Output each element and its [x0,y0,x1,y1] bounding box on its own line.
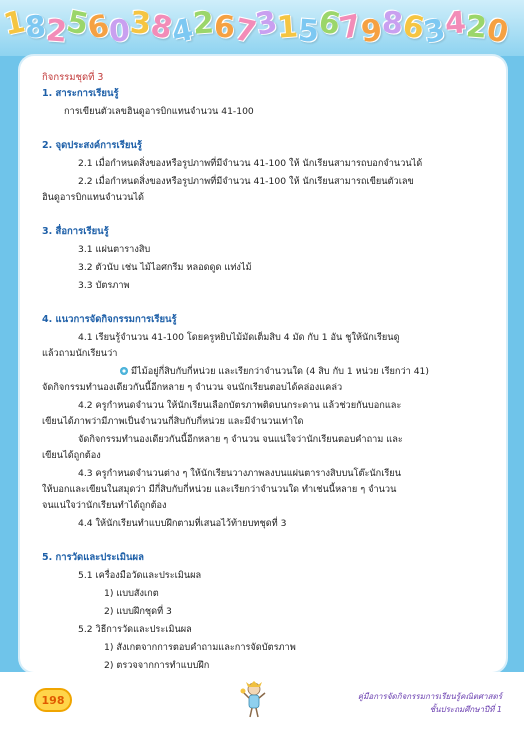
section-heading: 1. สาระการเรียนรู้ [42,88,119,99]
section-heading: 4. แนวการจัดกิจกรรมการเรียนรู้ [42,314,177,325]
body-text-line: 1) แบบสังเกต [104,588,159,599]
body-text-line: ให้บอกและเขียนในสมุดว่า มีกี่สิบกับกี่หน่วย และเรียกว่าจำนวนใด ทำเช่นนี้หลาย ๆ จำนวน [42,484,397,495]
body-text-line: 4.2 ครูกำหนดจำนวน ให้นักเรียนเลือกบัตรภาพติดบนกระดาน แล้วช่วยกันบอกและ [78,400,402,411]
activity-title: กิจกรรมชุดที่ 3 [42,72,104,83]
body-text-line: แล้วถามนักเรียนว่า [42,348,118,359]
body-text-line: 2) แบบฝึกชุดที่ 3 [104,606,172,617]
body-text-line [120,366,429,378]
mascot-figure-icon [240,680,268,720]
page-number: 198 [34,688,72,712]
body-text-line: จัดกิจกรรมทำนองเดียวกันนี้อีกหลาย ๆ จำนวน จนนักเรียนตอบได้คล่องแคล่ว [42,382,343,393]
body-text-line: 2.2 เมื่อกำหนดสิ่งของหรือรูปภาพที่มีจำนวน 41-100 ให้ นักเรียนสามารถเขียนตัวเลข [78,176,414,187]
header-digit: 9 [359,13,384,50]
bullet-text: มีไม้อยู่กี่สิบกับกี่หน่วย และเรียกว่าจำนวนใด (4 สิบ กับ 1 หน่วย เรียกว่า 41) [131,366,429,377]
header-digit: 8 [23,9,48,46]
body-text-line: 4.4 ให้นักเรียนทำแบบฝึกตามที่เสนอไว้ท้ายบทชุดที่ 3 [78,518,287,529]
header-digit: 7 [336,8,365,47]
header-digit: 0 [107,13,132,50]
body-text-line: 4.1 เรียนรู้จำนวน 41-100 โดยครูหยิบไม้มัดเต็มสิบ 4 มัด กับ 1 อัน ชูให้นักเรียนดู [78,332,400,343]
header-digit: 6 [84,8,113,47]
body-text-line: 1) สังเกตจากการตอบคำถามและการจัดบัตรภาพ [104,642,296,653]
header-digit: 8 [147,8,176,47]
body-text-line: 2) ตรวจจากการทำแบบฝึก [104,660,210,671]
body-text-line: การเขียนตัวเลขฮินดูอารบิกแทนจำนวน 41-100 [64,106,254,117]
header-digit: 1 [0,4,29,43]
header-digit: 2 [191,5,216,42]
section-heading: 3. สื่อการเรียนรู้ [42,226,109,237]
header-digit: 7 [231,12,260,51]
body-text-line: 3.3 บัตรภาพ [78,280,130,291]
body-text-line: ฮินดูอารบิกแทนจำนวนได้ [42,192,144,203]
header-digit: 6 [315,4,344,43]
bullet-icon [120,367,128,375]
body-text-line: จัดกิจกรรมทำนองเดียวกันนี้อีกหลาย ๆ จำนวน จนแน่ใจว่านักเรียนตอบคำถาม และ [78,434,403,445]
header-digit: 1 [275,9,300,46]
header-digit: 6 [399,8,428,47]
body-text-line: เขียนได้ถูกต้อง [42,450,101,461]
header-digit: 6 [212,9,237,46]
header-digit: 5 [63,4,92,43]
body-text-line: จนแน่ใจว่านักเรียนทำได้ถูกต้อง [42,500,167,511]
footer-grade-level: ชั้นประถมศึกษาปีที่ 1 [429,705,502,714]
header-digit: 3 [128,5,153,42]
header-digit: 0 [483,12,512,51]
body-text-line: 3.1 แผ่นตารางสิบ [78,244,151,255]
body-text-line: 5.2 วิธีการวัดและประเมินผล [78,624,192,635]
header-digit: 8 [380,5,405,42]
header-digit: 4 [443,5,468,42]
header-digit: 5 [296,13,321,50]
body-text-line: 4.3 ครูกำหนดจำนวนต่าง ๆ ให้นักเรียนวางภาพลงบนแผ่นตารางสิบบนโต๊ะนักเรียน [78,468,401,479]
body-text-line: 2.1 เมื่อกำหนดสิ่งของหรือรูปภาพที่มีจำนวน 41-100 ให้ นักเรียนสามารถบอกจำนวนได้ [78,158,423,169]
section-heading: 2. จุดประสงค์การเรียนรู้ [42,140,142,151]
body-text-line: 3.2 ตัวนับ เช่น ไม้ไอศกรีม หลอดดูด แท่งไม้ [78,262,252,273]
section-heading: 5. การวัดและประเมินผล [42,552,144,563]
body-text-line: 5.1 เครื่องมือวัดและประเมินผล [78,570,202,581]
header-digit: 2 [44,13,69,50]
footer-book-title: คู่มือการจัดกิจกรรมการเรียนรู้คณิตศาสตร์ [357,692,502,701]
header-digit: 3 [252,4,281,43]
header-decoration [0,0,524,56]
header-digit: 2 [464,9,489,46]
body-text-line: เขียนได้ภาพว่ามีภาพเป็นจำนวนกี่สิบกับกี่หน่วย และมีจำนวนเท่าใด [42,416,304,427]
header-digit: 4 [168,12,197,51]
header-digit: 3 [420,12,449,51]
